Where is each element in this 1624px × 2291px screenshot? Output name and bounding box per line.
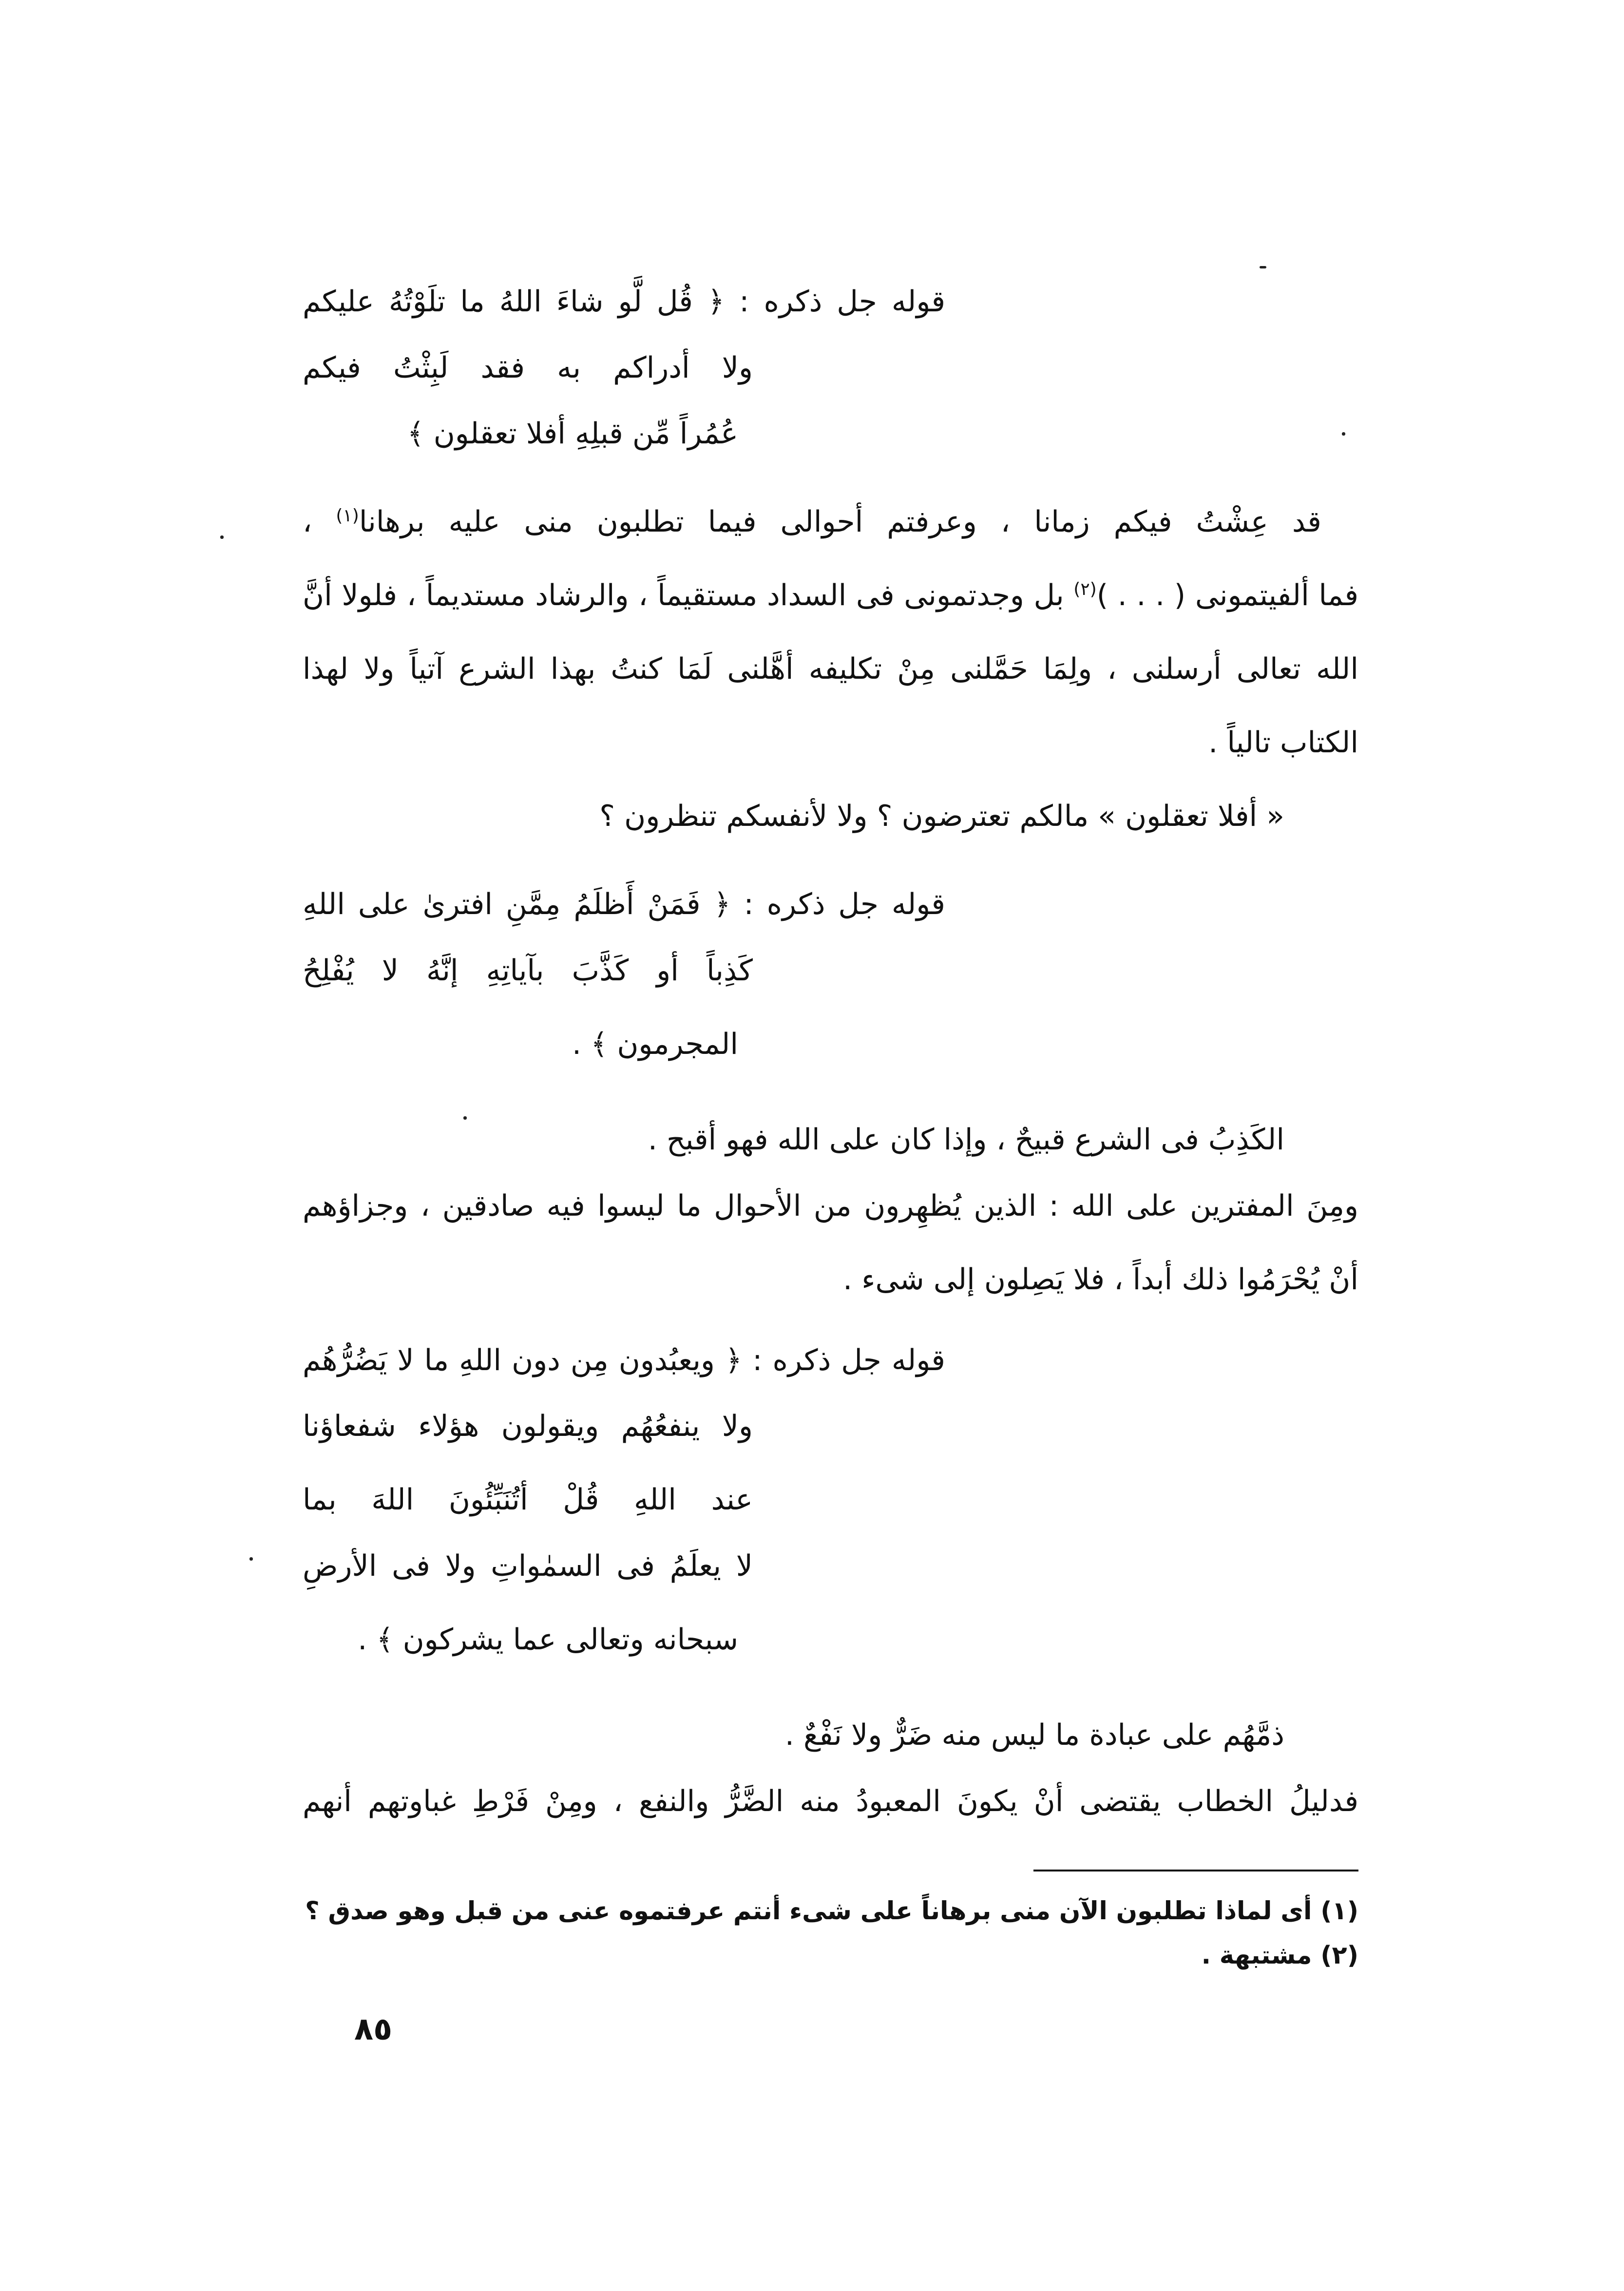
footnote-separator — [1033, 1870, 1358, 1871]
footnote: (١) أى لماذا تطلبون الآن منى برهاناً على شىء أنتم عرفتموه عنى من قبل وهو صدق ؟ — [305, 1897, 1358, 1926]
commentary-text: بل وجدتمونى فى السداد مستقيماً ، والرشاد مستديماً ، فلولا أنَّ — [303, 578, 1064, 612]
commentary-line: أنْ يُحْرَمُوا ذلك أبداً ، فلا يَصِلون إلى شىء . — [843, 1262, 1358, 1297]
verse-text: عُمُراً مِّن قبلِهِ أفلا تعقلون ﴾ — [407, 417, 738, 451]
commentary-line: ومِنَ المفترين على الله : الذين يُظهِرون من الأحوال ما ليسوا فيه صادقين ، وجزاؤهم — [303, 1189, 1358, 1223]
commentary-line — [303, 561, 1358, 630]
verse-text: ﴿ ويعبُدون مِن دون اللهِ ما لا يَضُرُّهُم — [303, 1343, 743, 1377]
verse-first-line — [303, 870, 945, 938]
commentary-line: فدليلُ الخطاب يقتضى أنْ يكونَ المعبودُ منه الضَّرُّ والنفع ، ومِنْ فَرْطِ غباوتهم أنهم — [303, 1784, 1358, 1818]
commentary-line: ذمَّهُم على عبادة ما ليس منه ضَرٌّ ولا نَفْعٌ . — [784, 1718, 1284, 1752]
verse-heading: قوله جل ذكره : — [739, 285, 945, 319]
footnote-marker: (٢) — [1073, 579, 1097, 599]
footnote-marker: (١) — [336, 506, 359, 526]
commentary-text: فما ألفيتمونى ( . . . ) — [1096, 578, 1358, 612]
verse-text: ولا أدراكم به فقد لَبِثْتُ فيكم — [303, 351, 753, 385]
verse-text: المجرمون ﴾ . — [572, 1027, 738, 1061]
page-number: ٨٥ — [354, 2011, 393, 2047]
verse-text: كَذِباً أو كَذَّبَ بآياتِهِ إنَّهُ لا يُفْلِحُ — [303, 954, 753, 988]
verse-text: سبحانه وتعالى عما يشركون ﴾ . — [358, 1623, 738, 1657]
commentary-line — [303, 488, 1321, 556]
commentary-line: الله تعالى أرسلنى ، ولِمَا حَمَّلنى مِنْ تكليفه أهَّلنى لَمَا كنتُ بهذا الشرع آتياً ولا لهذا — [303, 652, 1358, 686]
verse-text: لا يعلَمُ فى السمٰواتِ ولا فى الأرضِ — [303, 1549, 753, 1583]
commentary-text: قد عِشْتُ فيكم زمانا ، وعرفتم أحوالى فيما تطلبون منى عليه برهانا — [359, 505, 1321, 539]
verse-text: عند اللهِ قُلْ أتُنَبِّئُونَ اللهَ بما — [303, 1483, 753, 1517]
commentary-line: الكَذِبُ فى الشرع قبيحٌ ، وإذا كان على الله فهو أقبح . — [648, 1123, 1284, 1157]
commentary-text: ، — [303, 505, 312, 539]
commentary-line: « أفلا تعقلون » مالكم تعترضون ؟ ولا لأنفسكم تنظرون ؟ — [599, 799, 1284, 833]
scan-speck — [1260, 266, 1266, 268]
scan-speck — [220, 535, 224, 539]
verse-text: ﴿ قُل لَّو شاءَ اللهُ ما تلَوْتُهُ عليكم — [303, 285, 725, 319]
verse-heading: قوله جل ذكره : — [744, 887, 945, 921]
scan-speck — [249, 1557, 253, 1561]
verse-heading: قوله جل ذكره : — [752, 1343, 945, 1377]
scan-speck — [1342, 432, 1345, 436]
footnote: (٢) مشتبهة . — [1201, 1941, 1358, 1970]
verse-text: ﴿ فَمَنْ أَظلَمُ مِمَّنِ افترىٰ على اللهِ — [303, 887, 731, 921]
commentary-line: الكتاب تالياً . — [1208, 725, 1358, 760]
verse-first-line — [303, 1326, 945, 1394]
verse-text: ولا ينفعُهُم ويقولون هؤلاء شفعاؤنا — [303, 1409, 753, 1443]
verse-first-line — [303, 267, 945, 336]
